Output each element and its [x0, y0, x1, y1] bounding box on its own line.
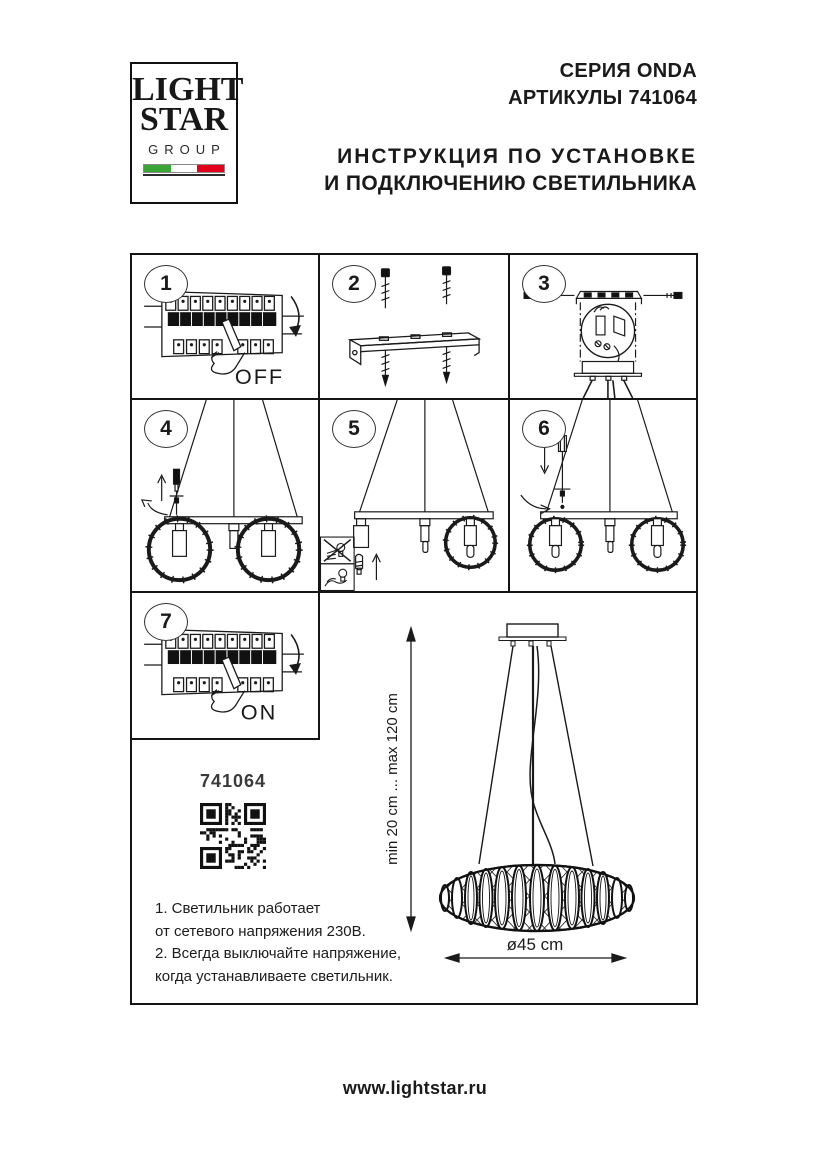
off-label: OFF	[234, 364, 285, 390]
note-line: когда устанавливаете светильник.	[155, 967, 393, 985]
logo-word-star: STAR	[139, 101, 229, 138]
chandelier-dimension-drawing	[327, 600, 697, 1000]
up-arrow-icon	[158, 475, 166, 501]
step-5-number: 5	[332, 410, 376, 448]
crystal-torus	[437, 863, 637, 935]
warning-icons	[320, 537, 354, 590]
terminal-block-detail	[594, 307, 625, 362]
step-4-number: 4	[144, 410, 188, 448]
height-dimension-label: min 20 cm ... max 120 cm	[384, 693, 401, 865]
use-cloth-icon	[325, 569, 347, 586]
qr-article-label: 741064	[199, 771, 267, 791]
step-1-cell	[132, 255, 320, 400]
suspension-cables	[479, 646, 593, 866]
note-line: 2. Всегда выключайте напряжение,	[155, 945, 402, 962]
qr-code	[200, 803, 266, 869]
step-2-cell	[320, 255, 510, 400]
curved-arrow-icon	[142, 500, 168, 515]
screw-icon	[381, 267, 450, 385]
step-6-cell	[510, 400, 696, 593]
step-5-cell	[320, 400, 510, 593]
logo-word-group: GROUP	[148, 142, 226, 157]
note-line: от сетевого напряжения 230В.	[155, 922, 366, 940]
header-series-block	[508, 58, 697, 112]
article-number: АРТИКУЛЫ 741064	[508, 87, 697, 109]
step-4-cell	[132, 400, 320, 593]
flag-underline	[143, 174, 225, 176]
website-url: www.lightstar.ru	[342, 1078, 488, 1098]
lightstar-logo	[130, 62, 244, 204]
logo-word-light: LIGHT	[132, 71, 244, 108]
no-bare-hand-icon	[324, 540, 351, 562]
step-3-number: 3	[522, 265, 566, 303]
diameter-dimension	[446, 935, 625, 962]
diameter-dimension-label: ø45 cm	[506, 935, 564, 954]
series-title: СЕРИЯ ONDA	[559, 60, 697, 82]
bulb-icon	[356, 554, 363, 574]
on-label: ON	[240, 699, 278, 725]
step-2-number: 2	[332, 265, 376, 303]
step-6-number: 6	[522, 410, 566, 448]
step-1-number: 1	[144, 265, 188, 303]
qr-block	[153, 771, 313, 874]
finial-bolt-icon	[170, 469, 184, 515]
step-7-cell	[132, 593, 320, 740]
hand-icon	[211, 657, 245, 712]
ceiling-canopy	[507, 624, 558, 637]
note-line: 1. Светильник работает	[155, 900, 321, 917]
down-arrow-icon	[541, 446, 549, 474]
instruction-steps-panel	[130, 253, 698, 1005]
step-3-cell	[510, 255, 696, 400]
instruction-title-line2: И ПОДКЛЮЧЕНИЮ СВЕТИЛЬНИКА	[324, 172, 697, 195]
height-dimension	[384, 628, 415, 930]
step-7-number: 7	[144, 603, 188, 641]
up-arrow-icon	[372, 554, 380, 580]
italian-flag-bar	[143, 164, 225, 173]
instruction-title	[324, 143, 697, 197]
curved-arrow-icon	[521, 495, 550, 514]
instruction-title-line1: ИНСТРУКЦИЯ ПО УСТАНОВКЕ	[337, 145, 697, 168]
